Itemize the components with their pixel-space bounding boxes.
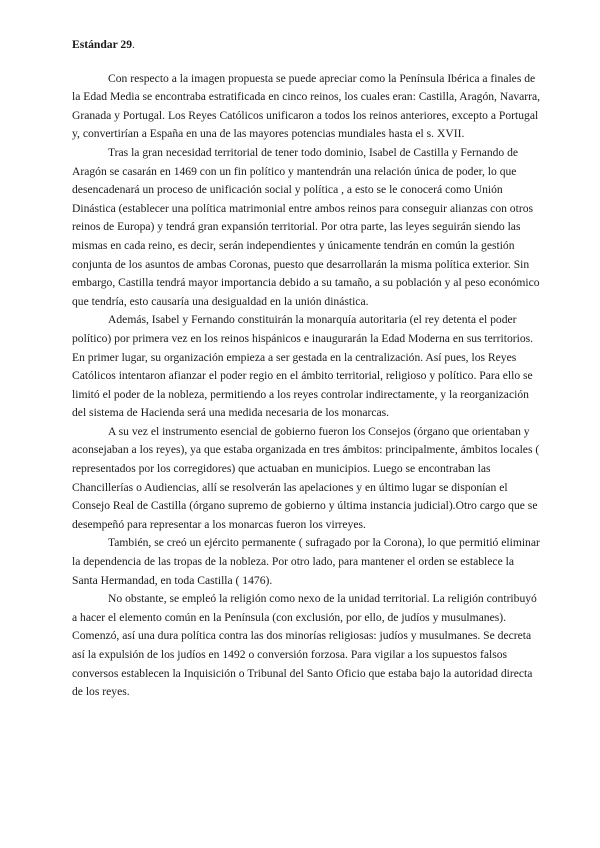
paragraph-6: No obstante, se empleó la religión como nexo de la unidad territorial. La religión contribuyó a hacer el elemento común en la Península (con exclusión, por ello, de judíos y musulmanes). Comenzó, así una dura política contra las dos minorías religiosas: judíos y musulmanes. Se decreta así la expulsión de los judíos en 1492 o conversión forzosa. Para vigilar a los supuestos falsos conversos establecen la Inquisición o Tribunal del Santo Oficio que estaba bajo la autoridad directa de los reyes.	[72, 592, 537, 699]
paragraph-2: Tras la gran necesidad territorial de tener todo dominio, Isabel de Castilla y Fernando de Aragón se casarán en 1469 con un fin político y mantendrán una relación única de poder, lo que desencadenará un proceso de unificación social y política , a esto se le conocerá como Unión Dinástica (establecer una política matrimonial entre ambos reinos para conseguir alianzas con otros reinos de Europa) y tendrá gran expansión territorial. Por otra parte, las leyes seguirán siendo las mismas en cada reino, es decir, serán independientes y únicamente tendrán en común la gestión conjunta de los asuntos de ambas Coronas, puesto que desarrollarán la misma política exterior. Sin embargo, Castilla tendrá mayor importancia debido a su tamaño, a su población y al peso económico que tendría, esto causaría una desigualdad en la unión dinástica.	[72, 145, 540, 308]
heading-period: .	[132, 38, 135, 51]
paragraph-4: A su vez el instrumento esencial de gobierno fueron los Consejos (órgano que orientaban y aconsejaban a los reyes), ya que estaba organizada en tres ámbitos: principalmente, ámbitos locales ( representados por los corregidores) que actuaban en municipios. Luego se encontraban las Chancillerías o Audiencias, allí se resolverán las apelaciones y en último lugar se disponían el Consejo Real de Castilla (órgano supremo de gobierno y última instancia judicial).Otro cargo que se desempeñó para representar a los monarcas fueron los virreyes.	[72, 424, 540, 531]
paragraph-1: Con respecto a la imagen propuesta se puede apreciar como la Península Ibérica a finales de la Edad Media se encontraba estratificada en cinco reinos, los cuales eran: Castilla, Aragón, Navarra, Granada y Portugal. Los Reyes Católicos unificaron a todos los reinos anteriores, excepto a Portugal y, convertirían a España en una de las mayores potencias mundiales hasta el s. XVII.	[72, 71, 541, 141]
heading-bold-title: Estándar 29	[72, 38, 133, 51]
paragraph-5: También, se creó un ejército permanente ( sufragado por la Corona), lo que permitió eliminar la dependencia de las tropas de la nobleza. Por otro lado, para mantener el orden se establece la Santa Hermandad, en toda Castilla ( 1476).	[72, 536, 540, 587]
document-body	[72, 36, 542, 702]
document-heading	[72, 36, 542, 55]
paragraph-3: Además, Isabel y Fernando constituirán la monarquía autoritaria (el rey detenta el poder político) por primera vez en los reinos hispánicos e inaugurarán la Edad Moderna en sus territorios. En primer lugar, su organización empieza a ser gestada en la centralización. Así pues, los Reyes Católicos intentaron afianzar el poder regio en el ámbito territorial, religioso y político. Para ello se limitó el poder de la nobleza, permitiendo a los reyes controlar indirectamente, y la reorganización del sistema de Hacienda será una medida necesaria de los monarcas.	[72, 313, 534, 420]
